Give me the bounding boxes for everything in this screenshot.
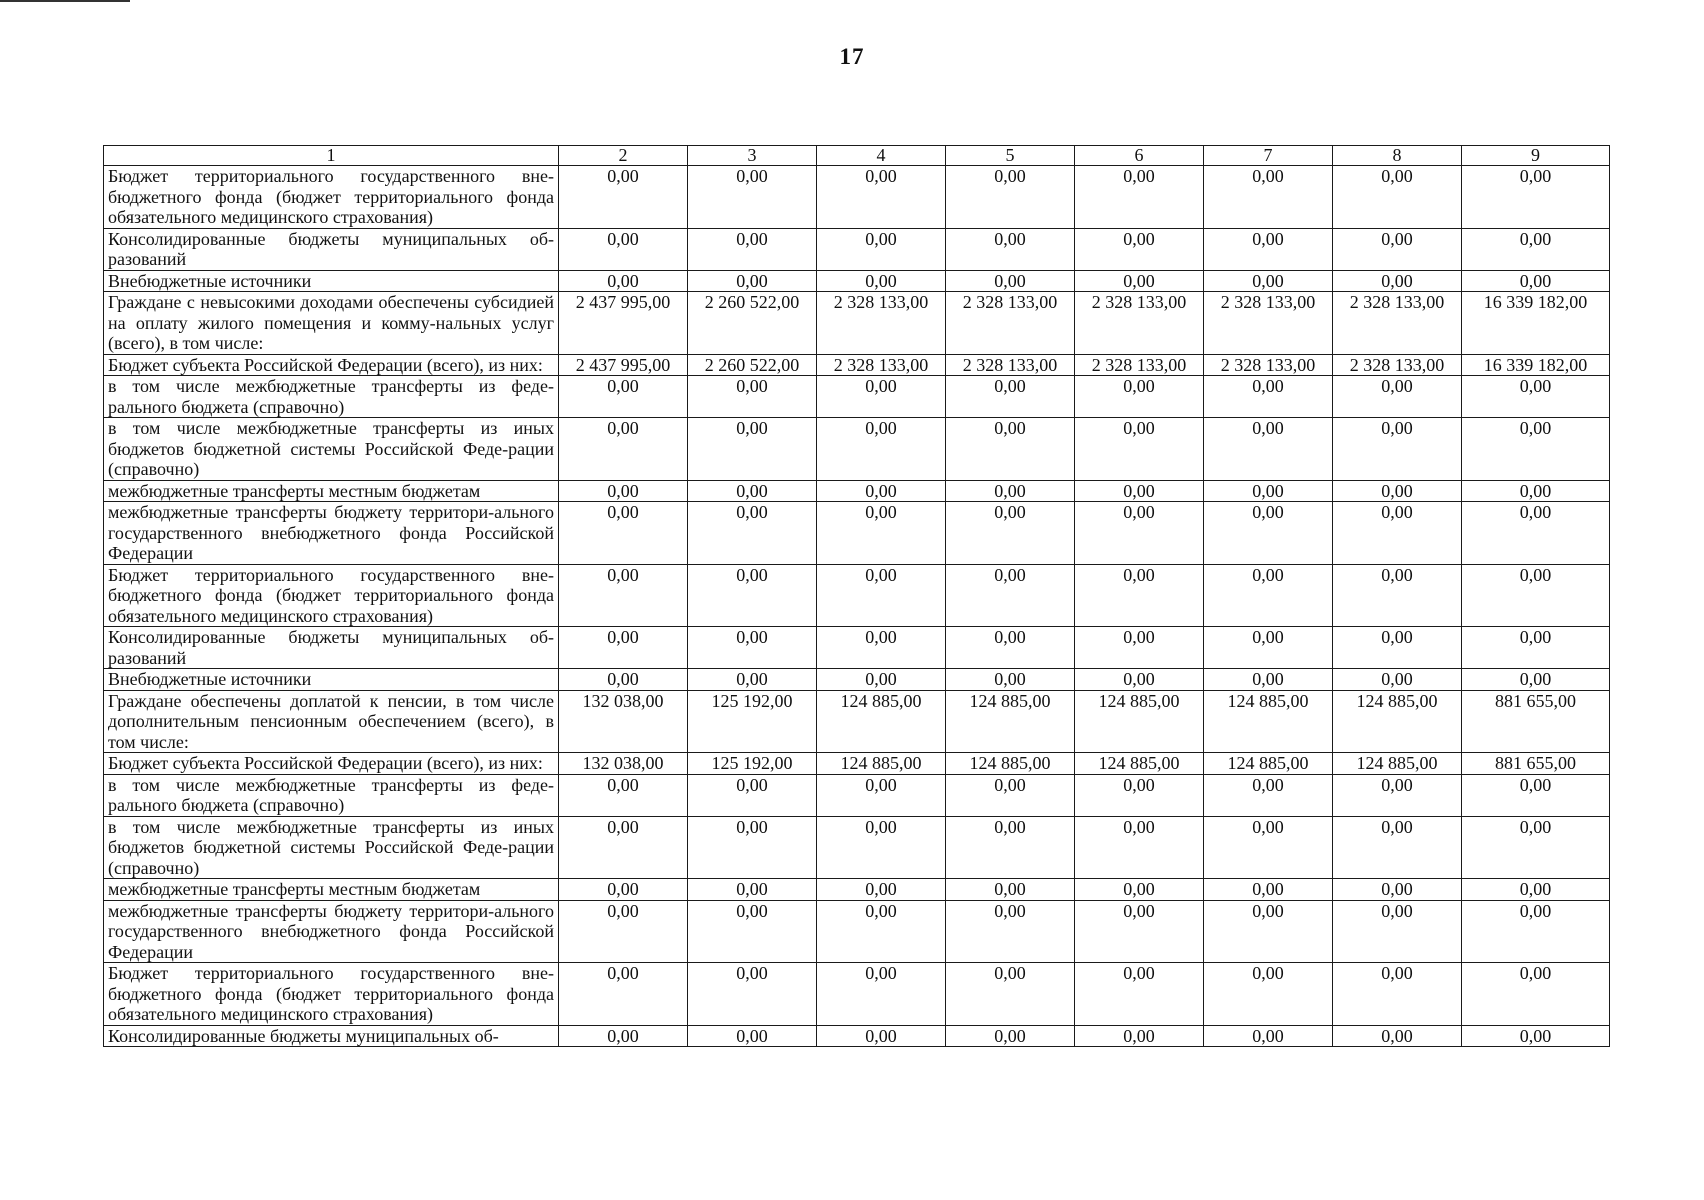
cell-value-col-7: 0,00	[1204, 900, 1333, 963]
cell-value-col-7: 0,00	[1204, 627, 1333, 669]
cell-value-col-4: 0,00	[817, 627, 946, 669]
cell-value-col-9: 881 655,00	[1462, 690, 1610, 753]
budget-table	[103, 145, 1610, 1047]
cell-value-col-5: 124 885,00	[946, 753, 1075, 775]
cell-value-col-9: 0,00	[1462, 963, 1610, 1026]
row-label: в том числе межбюджетные трансферты из феде-рального бюджета (справочно)	[104, 376, 559, 418]
cell-value-col-8: 124 885,00	[1333, 753, 1462, 775]
cell-value-col-3: 0,00	[688, 669, 817, 691]
cell-value-col-4: 0,00	[817, 774, 946, 816]
cell-value-col-2: 132 038,00	[559, 690, 688, 753]
cell-value-col-8: 0,00	[1333, 879, 1462, 901]
column-header-6: 6	[1075, 146, 1204, 166]
cell-value-col-3: 2 260 522,00	[688, 292, 817, 355]
cell-value-col-8: 0,00	[1333, 816, 1462, 879]
cell-value-col-7: 0,00	[1204, 376, 1333, 418]
table-row	[104, 166, 1610, 229]
cell-value-col-8: 0,00	[1333, 564, 1462, 627]
table-row	[104, 418, 1610, 481]
cell-value-col-5: 0,00	[946, 564, 1075, 627]
cell-value-col-5: 0,00	[946, 900, 1075, 963]
cell-value-col-3: 0,00	[688, 228, 817, 270]
cell-value-col-2: 0,00	[559, 166, 688, 229]
cell-value-col-3: 0,00	[688, 418, 817, 481]
cell-value-col-2: 0,00	[559, 879, 688, 901]
row-label: Внебюджетные источники	[104, 669, 559, 691]
cell-value-col-2: 0,00	[559, 270, 688, 292]
column-header-8: 8	[1333, 146, 1462, 166]
row-label: Бюджет территориального государственного вне-бюджетного фонда (бюджет территориального фонда обязательного медицинского страхования)	[104, 963, 559, 1026]
cell-value-col-5: 0,00	[946, 963, 1075, 1026]
cell-value-col-4: 124 885,00	[817, 690, 946, 753]
cell-value-col-6: 0,00	[1075, 879, 1204, 901]
row-label: межбюджетные трансферты бюджету территори-ального государственного внебюджетного фонда Российской Федерации	[104, 502, 559, 565]
cell-value-col-5: 0,00	[946, 879, 1075, 901]
cell-value-col-6: 0,00	[1075, 270, 1204, 292]
cell-value-col-9: 0,00	[1462, 418, 1610, 481]
table-row	[104, 963, 1610, 1026]
cell-value-col-6: 124 885,00	[1075, 753, 1204, 775]
cell-value-col-6: 0,00	[1075, 627, 1204, 669]
cell-value-col-4: 0,00	[817, 1025, 946, 1047]
cell-value-col-8: 0,00	[1333, 1025, 1462, 1047]
cell-value-col-9: 0,00	[1462, 270, 1610, 292]
cell-value-col-9: 0,00	[1462, 1025, 1610, 1047]
cell-value-col-3: 0,00	[688, 900, 817, 963]
cell-value-col-3: 0,00	[688, 166, 817, 229]
cell-value-col-6: 0,00	[1075, 1025, 1204, 1047]
cell-value-col-7: 2 328 133,00	[1204, 292, 1333, 355]
cell-value-col-2: 0,00	[559, 1025, 688, 1047]
cell-value-col-2: 0,00	[559, 228, 688, 270]
cell-value-col-4: 0,00	[817, 480, 946, 502]
table-row	[104, 816, 1610, 879]
cell-value-col-5: 0,00	[946, 228, 1075, 270]
row-label: межбюджетные трансферты местным бюджетам	[104, 879, 559, 901]
cell-value-col-5: 0,00	[946, 418, 1075, 481]
row-label: Бюджет субъекта Российской Федерации (всего), из них:	[104, 753, 559, 775]
cell-value-col-3: 0,00	[688, 480, 817, 502]
column-header-5: 5	[946, 146, 1075, 166]
cell-value-col-2: 0,00	[559, 480, 688, 502]
cell-value-col-6: 0,00	[1075, 376, 1204, 418]
cell-value-col-2: 0,00	[559, 627, 688, 669]
cell-value-col-6: 0,00	[1075, 502, 1204, 565]
cell-value-col-7: 0,00	[1204, 816, 1333, 879]
cell-value-col-9: 16 339 182,00	[1462, 292, 1610, 355]
cell-value-col-4: 0,00	[817, 166, 946, 229]
cell-value-col-7: 0,00	[1204, 564, 1333, 627]
cell-value-col-4: 0,00	[817, 816, 946, 879]
cell-value-col-6: 2 328 133,00	[1075, 292, 1204, 355]
cell-value-col-3: 0,00	[688, 963, 817, 1026]
cell-value-col-5: 0,00	[946, 774, 1075, 816]
row-label: Бюджет территориального государственного вне-бюджетного фонда (бюджет территориального фонда обязательного медицинского страхования)	[104, 564, 559, 627]
cell-value-col-6: 0,00	[1075, 418, 1204, 481]
cell-value-col-4: 2 328 133,00	[817, 292, 946, 355]
row-label: Консолидированные бюджеты муниципальных об-разований	[104, 627, 559, 669]
column-header-2: 2	[559, 146, 688, 166]
cell-value-col-4: 0,00	[817, 879, 946, 901]
cell-value-col-3: 0,00	[688, 879, 817, 901]
cell-value-col-8: 0,00	[1333, 376, 1462, 418]
cell-value-col-3: 125 192,00	[688, 690, 817, 753]
table-row	[104, 564, 1610, 627]
cell-value-col-2: 0,00	[559, 816, 688, 879]
cell-value-col-3: 0,00	[688, 1025, 817, 1047]
table-body	[104, 166, 1610, 1047]
cell-value-col-8: 0,00	[1333, 669, 1462, 691]
column-header-7: 7	[1204, 146, 1333, 166]
cell-value-col-8: 124 885,00	[1333, 690, 1462, 753]
cell-value-col-2: 2 437 995,00	[559, 354, 688, 376]
cell-value-col-3: 125 192,00	[688, 753, 817, 775]
cell-value-col-7: 0,00	[1204, 418, 1333, 481]
cell-value-col-9: 0,00	[1462, 502, 1610, 565]
cell-value-col-6: 0,00	[1075, 774, 1204, 816]
cell-value-col-7: 0,00	[1204, 228, 1333, 270]
cell-value-col-9: 0,00	[1462, 228, 1610, 270]
cell-value-col-8: 0,00	[1333, 166, 1462, 229]
table-row	[104, 879, 1610, 901]
cell-value-col-2: 0,00	[559, 900, 688, 963]
cell-value-col-6: 0,00	[1075, 669, 1204, 691]
row-label: Консолидированные бюджеты муниципальных об-разований	[104, 228, 559, 270]
cell-value-col-5: 0,00	[946, 816, 1075, 879]
cell-value-col-7: 2 328 133,00	[1204, 354, 1333, 376]
table-row	[104, 292, 1610, 355]
cell-value-col-3: 0,00	[688, 502, 817, 565]
cell-value-col-6: 0,00	[1075, 166, 1204, 229]
cell-value-col-4: 0,00	[817, 669, 946, 691]
cell-value-col-9: 0,00	[1462, 816, 1610, 879]
cell-value-col-6: 0,00	[1075, 564, 1204, 627]
cell-value-col-2: 132 038,00	[559, 753, 688, 775]
scan-edge-line	[0, 0, 130, 2]
cell-value-col-4: 2 328 133,00	[817, 354, 946, 376]
cell-value-col-8: 0,00	[1333, 502, 1462, 565]
row-label: в том числе межбюджетные трансферты из иных бюджетов бюджетной системы Российской Феде-рации (справочно)	[104, 418, 559, 481]
cell-value-col-8: 2 328 133,00	[1333, 292, 1462, 355]
cell-value-col-6: 0,00	[1075, 480, 1204, 502]
cell-value-col-4: 0,00	[817, 502, 946, 565]
table-row	[104, 228, 1610, 270]
cell-value-col-5: 0,00	[946, 480, 1075, 502]
cell-value-col-9: 0,00	[1462, 774, 1610, 816]
cell-value-col-5: 0,00	[946, 627, 1075, 669]
cell-value-col-4: 0,00	[817, 564, 946, 627]
cell-value-col-4: 0,00	[817, 376, 946, 418]
cell-value-col-9: 16 339 182,00	[1462, 354, 1610, 376]
cell-value-col-6: 0,00	[1075, 816, 1204, 879]
row-label: Консолидированные бюджеты муниципальных об-	[104, 1025, 559, 1047]
cell-value-col-5: 0,00	[946, 270, 1075, 292]
cell-value-col-3: 0,00	[688, 774, 817, 816]
cell-value-col-7: 0,00	[1204, 270, 1333, 292]
table-header-row	[104, 146, 1610, 166]
cell-value-col-3: 2 260 522,00	[688, 354, 817, 376]
table-row	[104, 480, 1610, 502]
cell-value-col-5: 0,00	[946, 669, 1075, 691]
table-row	[104, 900, 1610, 963]
cell-value-col-4: 0,00	[817, 963, 946, 1026]
table-row	[104, 669, 1610, 691]
table-row	[104, 753, 1610, 775]
page-number: 17	[839, 44, 865, 69]
cell-value-col-5: 0,00	[946, 1025, 1075, 1047]
row-label: Бюджет территориального государственного вне-бюджетного фонда (бюджет территориального фонда обязательного медицинского страхования)	[104, 166, 559, 229]
table-row	[104, 690, 1610, 753]
cell-value-col-5: 0,00	[946, 166, 1075, 229]
column-header-1: 1	[104, 146, 559, 166]
cell-value-col-4: 124 885,00	[817, 753, 946, 775]
cell-value-col-9: 0,00	[1462, 879, 1610, 901]
cell-value-col-2: 0,00	[559, 963, 688, 1026]
cell-value-col-2: 0,00	[559, 774, 688, 816]
cell-value-col-8: 2 328 133,00	[1333, 354, 1462, 376]
cell-value-col-4: 0,00	[817, 228, 946, 270]
table-row	[104, 774, 1610, 816]
cell-value-col-7: 0,00	[1204, 480, 1333, 502]
column-header-4: 4	[817, 146, 946, 166]
row-label: в том числе межбюджетные трансферты из феде-рального бюджета (справочно)	[104, 774, 559, 816]
cell-value-col-2: 0,00	[559, 564, 688, 627]
column-header-9: 9	[1462, 146, 1610, 166]
cell-value-col-7: 0,00	[1204, 1025, 1333, 1047]
cell-value-col-9: 881 655,00	[1462, 753, 1610, 775]
cell-value-col-7: 0,00	[1204, 774, 1333, 816]
cell-value-col-3: 0,00	[688, 376, 817, 418]
cell-value-col-2: 0,00	[559, 418, 688, 481]
table-row	[104, 502, 1610, 565]
cell-value-col-8: 0,00	[1333, 480, 1462, 502]
cell-value-col-3: 0,00	[688, 270, 817, 292]
cell-value-col-6: 0,00	[1075, 228, 1204, 270]
cell-value-col-7: 0,00	[1204, 879, 1333, 901]
cell-value-col-9: 0,00	[1462, 627, 1610, 669]
cell-value-col-2: 0,00	[559, 376, 688, 418]
cell-value-col-7: 0,00	[1204, 502, 1333, 565]
cell-value-col-2: 0,00	[559, 502, 688, 565]
cell-value-col-8: 0,00	[1333, 228, 1462, 270]
row-label: Внебюджетные источники	[104, 270, 559, 292]
cell-value-col-3: 0,00	[688, 564, 817, 627]
table-row	[104, 1025, 1610, 1047]
row-label: Граждане с невысокими доходами обеспечены субсидией на оплату жилого помещения и комму-нальных услуг (всего), в том числе:	[104, 292, 559, 355]
cell-value-col-3: 0,00	[688, 816, 817, 879]
cell-value-col-7: 0,00	[1204, 963, 1333, 1026]
row-label: Граждане обеспечены доплатой к пенсии, в том числе дополнительным пенсионным обеспечением (всего), в том числе:	[104, 690, 559, 753]
cell-value-col-8: 0,00	[1333, 900, 1462, 963]
cell-value-col-7: 124 885,00	[1204, 753, 1333, 775]
cell-value-col-8: 0,00	[1333, 774, 1462, 816]
cell-value-col-8: 0,00	[1333, 418, 1462, 481]
cell-value-col-2: 2 437 995,00	[559, 292, 688, 355]
table-row	[104, 627, 1610, 669]
cell-value-col-8: 0,00	[1333, 270, 1462, 292]
cell-value-col-7: 0,00	[1204, 166, 1333, 229]
cell-value-col-4: 0,00	[817, 270, 946, 292]
cell-value-col-6: 0,00	[1075, 963, 1204, 1026]
cell-value-col-7: 0,00	[1204, 669, 1333, 691]
cell-value-col-9: 0,00	[1462, 480, 1610, 502]
table-row	[104, 376, 1610, 418]
cell-value-col-5: 2 328 133,00	[946, 292, 1075, 355]
cell-value-col-9: 0,00	[1462, 376, 1610, 418]
cell-value-col-8: 0,00	[1333, 627, 1462, 669]
cell-value-col-8: 0,00	[1333, 963, 1462, 1026]
cell-value-col-4: 0,00	[817, 900, 946, 963]
table-row	[104, 270, 1610, 292]
cell-value-col-5: 0,00	[946, 502, 1075, 565]
cell-value-col-7: 124 885,00	[1204, 690, 1333, 753]
cell-value-col-6: 124 885,00	[1075, 690, 1204, 753]
cell-value-col-9: 0,00	[1462, 900, 1610, 963]
cell-value-col-6: 0,00	[1075, 900, 1204, 963]
cell-value-col-3: 0,00	[688, 627, 817, 669]
cell-value-col-9: 0,00	[1462, 669, 1610, 691]
row-label: межбюджетные трансферты местным бюджетам	[104, 480, 559, 502]
cell-value-col-5: 0,00	[946, 376, 1075, 418]
cell-value-col-9: 0,00	[1462, 166, 1610, 229]
cell-value-col-5: 124 885,00	[946, 690, 1075, 753]
table-row	[104, 354, 1610, 376]
cell-value-col-4: 0,00	[817, 418, 946, 481]
column-header-3: 3	[688, 146, 817, 166]
row-label: межбюджетные трансферты бюджету территори-ального государственного внебюджетного фонда Российской Федерации	[104, 900, 559, 963]
row-label: Бюджет субъекта Российской Федерации (всего), из них:	[104, 354, 559, 376]
cell-value-col-2: 0,00	[559, 669, 688, 691]
cell-value-col-6: 2 328 133,00	[1075, 354, 1204, 376]
cell-value-col-9: 0,00	[1462, 564, 1610, 627]
cell-value-col-5: 2 328 133,00	[946, 354, 1075, 376]
row-label: в том числе межбюджетные трансферты из иных бюджетов бюджетной системы Российской Феде-рации (справочно)	[104, 816, 559, 879]
